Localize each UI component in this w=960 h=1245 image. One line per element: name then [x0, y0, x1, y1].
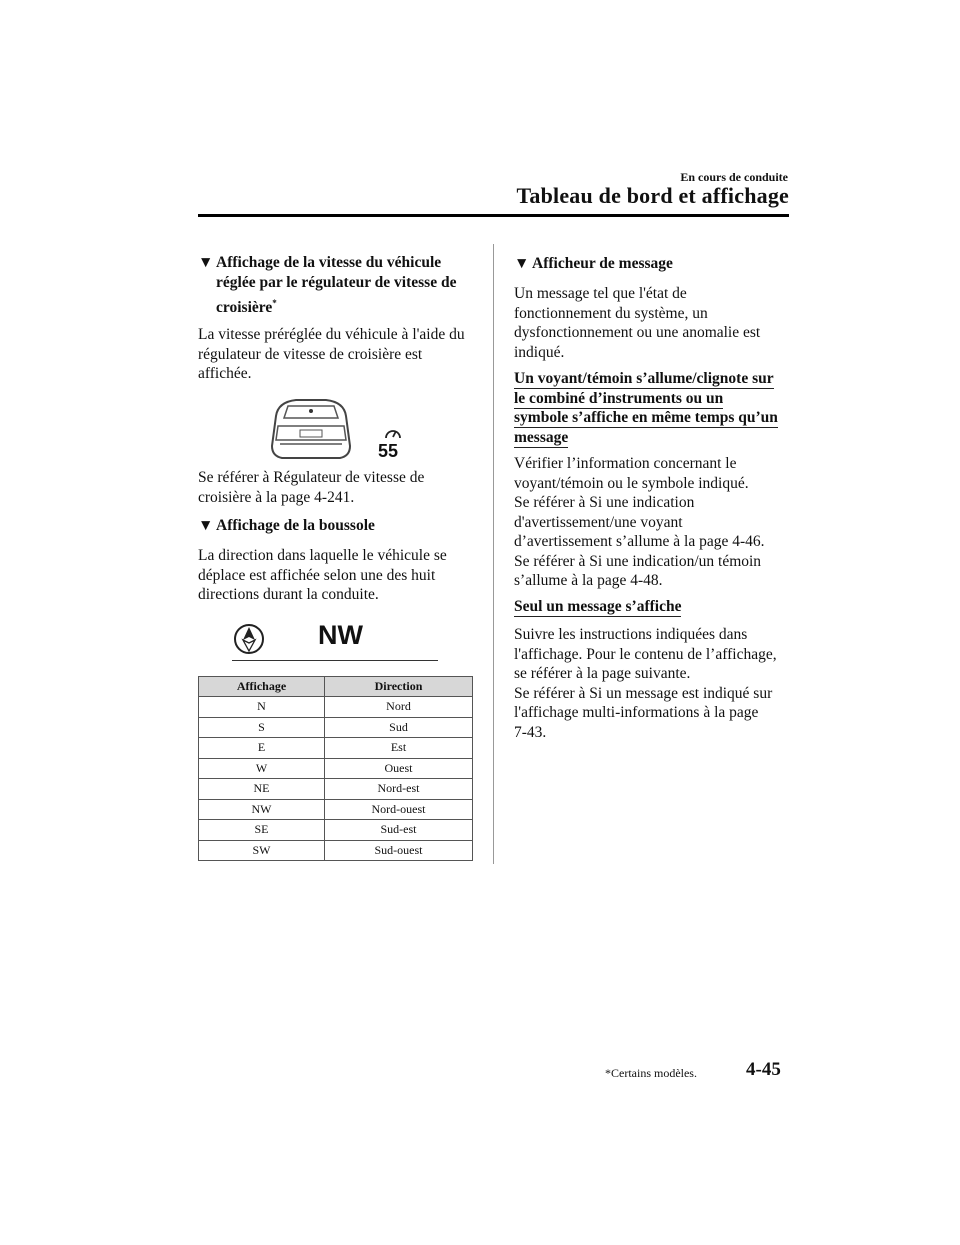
- cruise-speed-value: 55: [378, 441, 399, 461]
- page-number: 4-45: [746, 1059, 781, 1080]
- cruise-reference: Se référer à Régulateur de vitesse de croisière à la page 4-241.: [198, 469, 425, 506]
- table-header-row: Affichage Direction: [199, 677, 473, 697]
- car-rear-illustration: [266, 396, 356, 464]
- table-row: SE Sud-est: [199, 820, 473, 841]
- table-row: N Nord: [199, 697, 473, 718]
- compass-icon: [232, 622, 266, 656]
- column-divider: [493, 244, 494, 864]
- subheading-message-only: Seul un message s’affiche: [514, 598, 682, 615]
- header-rule: [198, 214, 789, 217]
- compass-paragraph: La direction dans laquelle le véhicule se déplace est affichée selon une des huit directions durant la conduite.: [198, 547, 447, 603]
- section-label: En cours de conduite: [680, 170, 788, 184]
- message-paragraph: Un message tel que l'état de fonctionnement du système, un dysfonctionnement ou une anomalie est indiqué.: [514, 285, 761, 361]
- message-only-paragraph: Suivre les instructions indiquées dans l'affichage. Pour le contenu de l’affichage, se référer à la page suivante. Se référer à Si un message est indiqué sur l'affichage multi-informations à la page 7-43.: [514, 626, 777, 741]
- triangle-marker-icon: ▼: [198, 517, 214, 534]
- footnote-marker: *: [272, 298, 277, 308]
- cruise-heading: ▼ Affichage de la vitesse du véhicule réglée par le régulateur de vitesse de croisière*: [198, 254, 457, 317]
- compass-direction-value: NW: [318, 620, 363, 650]
- table-row: W Ouest: [199, 758, 473, 779]
- compass-direction-table: [198, 676, 473, 861]
- cruise-paragraph: La vitesse préréglée du véhicule à l'aide du régulateur de vitesse de croisière est affichée.: [198, 326, 465, 382]
- footnote: *Certains modèles.: [605, 1066, 697, 1080]
- table-row: NW Nord-ouest: [199, 799, 473, 820]
- table-row: NE Nord-est: [199, 779, 473, 800]
- table-row: S Sud: [199, 717, 473, 738]
- subheading-warning-with-message: Un voyant/témoin s’allume/clignote sur le combiné d’instruments ou un symbole s’affiche en même temps qu’un message: [514, 370, 778, 446]
- table-row: SW Sud-ouest: [199, 840, 473, 861]
- page-title: Tableau de bord et affichage: [516, 183, 789, 208]
- warning-message-paragraph: Vérifier l’information concernant le voyant/témoin ou le symbole indiqué. Se référer à Si une indication d'avertissement/une voyant d’avertissement s’allume à la page 4-46. Se référer à Si une indication/un témoin s’allume à la page 4-48.: [514, 455, 765, 589]
- compass-display-rule: [232, 660, 438, 661]
- triangle-marker-icon: ▼: [198, 254, 214, 271]
- table-row: E Est: [199, 738, 473, 759]
- triangle-marker-icon: ▼: [514, 255, 530, 272]
- compass-heading: ▼ Affichage de la boussole: [198, 517, 375, 534]
- cruise-control-icon: [382, 425, 404, 441]
- message-heading: ▼ Afficheur de message: [514, 255, 673, 272]
